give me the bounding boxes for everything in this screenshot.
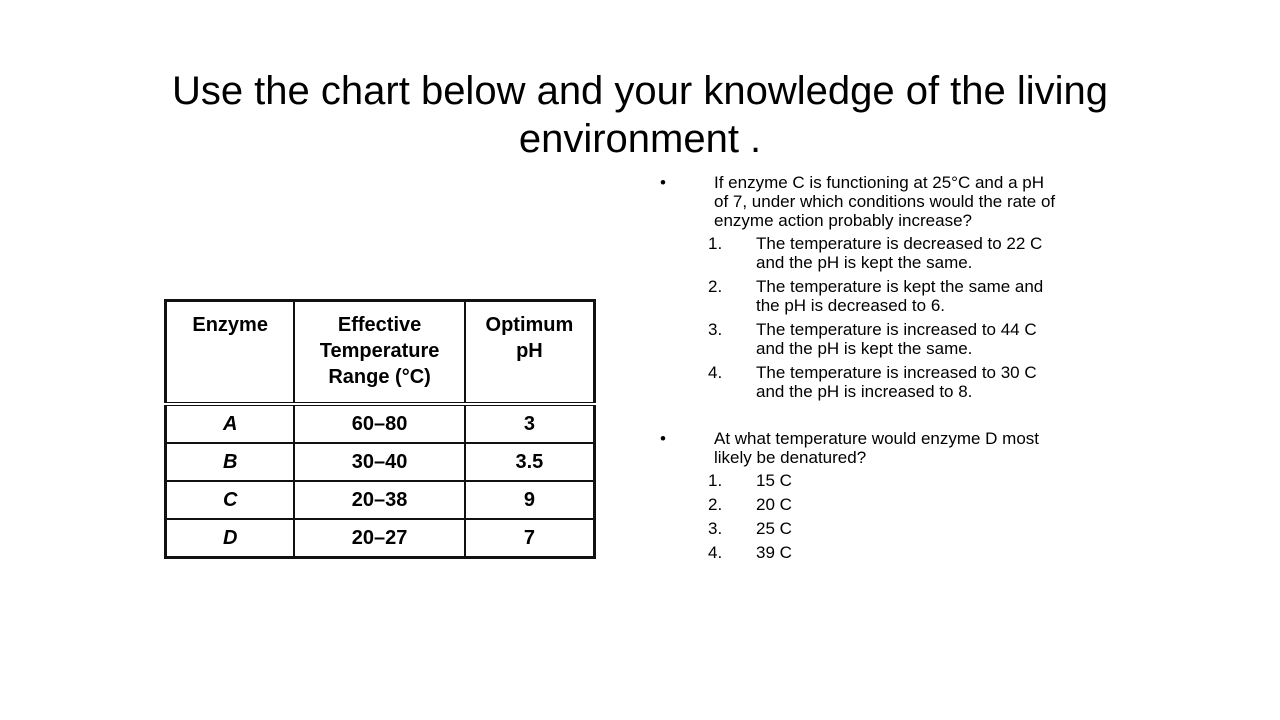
option-number: 2. xyxy=(708,277,723,296)
table-header-row xyxy=(166,301,595,405)
option-text: The temperature is increased to 44 C and the pH is kept the same. xyxy=(756,320,1037,358)
question-2 xyxy=(660,429,1080,467)
question-1 xyxy=(660,173,1080,230)
option-text: The temperature is decreased to 22 C and the pH is kept the same. xyxy=(756,234,1043,272)
option-item xyxy=(660,495,1080,514)
option-text: 15 C xyxy=(756,471,792,490)
slide-title xyxy=(60,67,1220,163)
option-item xyxy=(660,320,1080,358)
cell-temp-range: 20–27 xyxy=(294,519,464,558)
cell-temp-range: 60–80 xyxy=(294,404,464,443)
cell-temp-range: 20–38 xyxy=(294,481,464,519)
option-item xyxy=(660,471,1080,490)
option-text: 25 C xyxy=(756,519,792,538)
cell-optimum-ph: 9 xyxy=(465,481,595,519)
title-line-2: environment . xyxy=(518,116,762,161)
option-number: 1. xyxy=(708,471,723,490)
header-temperature-range xyxy=(294,301,464,405)
header-line: Enzyme xyxy=(192,314,268,336)
enzyme-chart xyxy=(164,299,596,549)
table-row xyxy=(166,519,595,558)
cell-temp-range: 30–40 xyxy=(294,443,464,481)
header-line: Temperature xyxy=(319,340,440,362)
cell-optimum-ph: 3 xyxy=(465,404,595,443)
option-number: 1. xyxy=(708,234,723,253)
questions-panel xyxy=(660,173,1080,567)
question-text: If enzyme C is functioning at 25°C and a pH of 7, under which conditions would the rate of enzyme action probably increase? xyxy=(714,173,1056,230)
option-item xyxy=(660,363,1080,401)
option-number: 3. xyxy=(708,320,723,339)
bullet: • xyxy=(660,429,666,448)
header-line: pH xyxy=(516,340,543,362)
option-number: 4. xyxy=(708,543,723,562)
option-number: 4. xyxy=(708,363,723,382)
question-2-options xyxy=(660,471,1080,562)
option-text: 20 C xyxy=(756,495,792,514)
cell-enzyme: C xyxy=(166,481,295,519)
header-enzyme xyxy=(166,301,295,405)
cell-enzyme: A xyxy=(166,404,295,443)
header-optimum-ph xyxy=(465,301,595,405)
header-line: Range (°C) xyxy=(328,366,431,388)
option-text: The temperature is kept the same and the pH is decreased to 6. xyxy=(756,277,1044,315)
cell-enzyme: D xyxy=(166,519,295,558)
header-line: Effective xyxy=(337,314,422,336)
option-item xyxy=(660,234,1080,272)
title-line-1: Use the chart below and your knowledge of the living xyxy=(171,68,1109,113)
option-item xyxy=(660,277,1080,315)
table-row xyxy=(166,481,595,519)
option-text: 39 C xyxy=(756,543,792,562)
question-1-options xyxy=(660,234,1080,401)
enzyme-table xyxy=(164,299,596,559)
question-text: At what temperature would enzyme D most likely be denatured? xyxy=(714,429,1040,467)
table-row xyxy=(166,443,595,481)
header-line: Optimum xyxy=(485,314,574,336)
table-row xyxy=(166,404,595,443)
option-item xyxy=(660,519,1080,538)
option-item xyxy=(660,543,1080,562)
option-text: The temperature is increased to 30 C and the pH is increased to 8. xyxy=(756,363,1037,401)
bullet: • xyxy=(660,173,666,192)
option-number: 3. xyxy=(708,519,723,538)
cell-optimum-ph: 7 xyxy=(465,519,595,558)
cell-optimum-ph: 3.5 xyxy=(465,443,595,481)
cell-enzyme: B xyxy=(166,443,295,481)
option-number: 2. xyxy=(708,495,723,514)
